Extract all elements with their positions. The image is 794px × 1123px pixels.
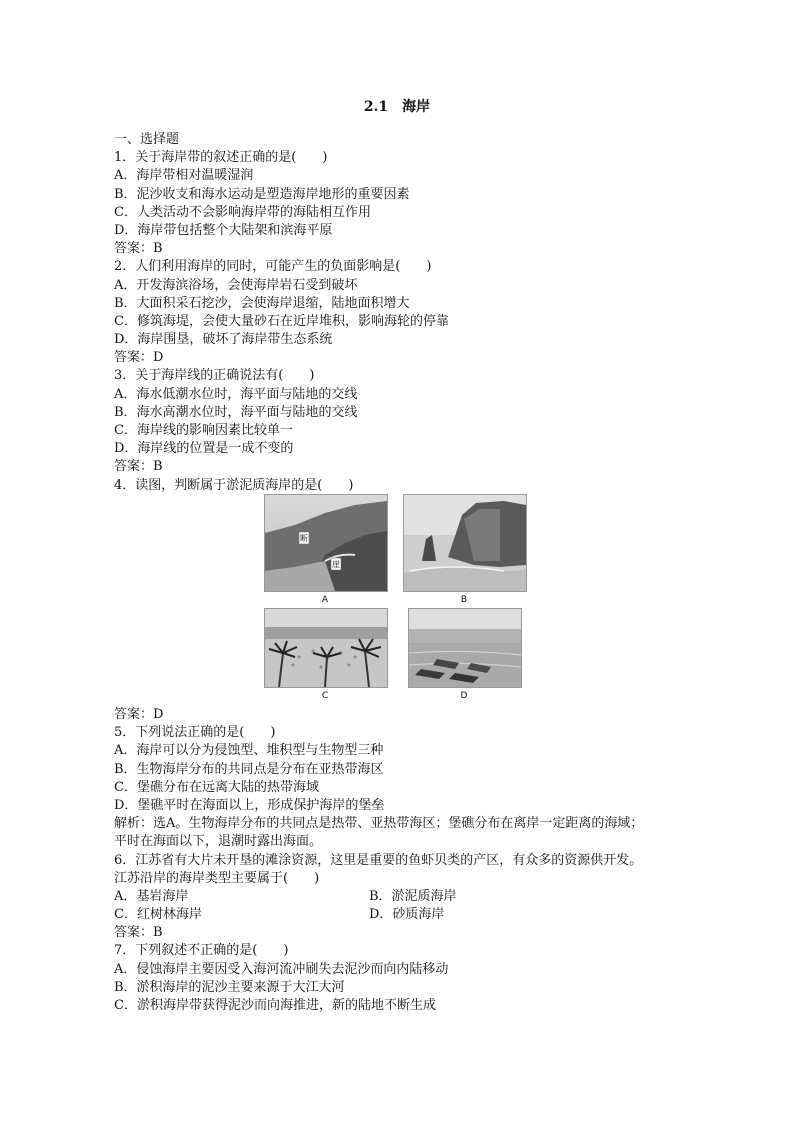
- figure-b-label: B: [460, 595, 468, 605]
- section-heading: 一、选择题: [114, 132, 180, 147]
- q5-explanation-line-1: 解析：选A。生物海岸分布的共同点是热带、亚热带海区；堡礁分布在离岸一定距离的海域；: [114, 816, 644, 832]
- q3-option-c: C．海岸线的影响因素比较单一: [114, 423, 293, 438]
- figure-d-label: D: [460, 691, 468, 701]
- q2-stem: 2．人们利用海岸的同时，可能产生的负面影响是( ): [114, 259, 432, 275]
- page-title: 2.1 海岸: [363, 99, 431, 115]
- q6-options-row-2: [114, 906, 694, 924]
- q2-option-d: D．海岸围垦，破坏了海岸带生态系统: [114, 332, 333, 348]
- figure-d-image: [408, 608, 522, 688]
- q7-stem: 7．下列叙述不正确的是( ): [114, 943, 289, 959]
- figure-c-label: C: [321, 691, 329, 701]
- q6-options-row-1: [114, 888, 694, 906]
- q3-stem: 3．关于海岸线的正确说法有( ): [114, 368, 315, 384]
- figure-b-image: [403, 494, 527, 592]
- q5-option-c: C．堡礁分布在远离大陆的热带海域: [114, 779, 319, 795]
- figure-c: [264, 608, 388, 701]
- q2-answer: 答案：D: [114, 350, 164, 366]
- q1-option-c: C．人类活动不会影响海岸带的海陆相互作用: [114, 204, 371, 220]
- q6-stem-line-2: 江苏沿岸的海岸类型主要属于( ): [114, 870, 320, 886]
- q1-option-a: A．海岸带相对温暖湿润: [114, 168, 254, 184]
- q1-option-b: B．泥沙收支和海水运动是塑造海岸地形的重要因素: [114, 186, 410, 202]
- figure-a: [264, 494, 388, 605]
- q4-answer: 答案：D: [114, 707, 164, 722]
- figure-c-image: [264, 608, 388, 688]
- q7-option-a: A．侵蚀海岸主要因受入海河流冲刷失去泥沙而向内陆移动: [114, 961, 449, 977]
- q1-stem: 1．关于海岸带的叙述正确的是( ): [114, 150, 328, 166]
- q7-option-b: B．淤积海岸的泥沙主要来源于大江大河: [114, 979, 345, 995]
- q5-option-a: A．海岸可以分为侵蚀型、堆积型与生物型三种: [114, 743, 384, 759]
- q2-option-a: A．开发海滨浴场，会使海岸岩石受到破坏: [114, 277, 358, 293]
- q1-option-d: D．海岸带包括整个大陆架和滨海平原: [114, 222, 333, 238]
- figure-a-label: A: [321, 595, 329, 605]
- q5-explanation-line-2: 平时在海面以下，退潮时露出海面。: [114, 834, 323, 850]
- q6-option-a: A．基岩海岸: [114, 888, 189, 904]
- figure-a-mark-2: 崖: [332, 560, 340, 569]
- questions-1-to-4: [114, 131, 694, 495]
- coastal-cliff-photo: [265, 495, 387, 591]
- q5-option-b: B．生物海岸分布的共同点是分布在亚热带海区: [114, 761, 384, 777]
- q6-answer: 答案：B: [114, 925, 163, 941]
- q4-figures: [264, 494, 524, 710]
- q6-option-d: D．砂质海岸: [369, 907, 445, 923]
- q3-option-a: A．海水低潮水位时，海平面与陆地的交线: [114, 386, 358, 402]
- q7-option-c: C．淤积海岸带获得泥沙而向海推进，新的陆地不断生成: [114, 998, 436, 1013]
- q6-option-c: C．红树林海岸: [114, 907, 202, 923]
- figure-a-image: [264, 494, 388, 592]
- q6-stem-line-1: 6．江苏省有大片未开垦的滩涂资源，这里是重要的鱼虾贝类的产区，有众多的资源供开发。: [114, 852, 643, 868]
- q5-stem: 5．下列说法正确的是( ): [114, 725, 276, 741]
- q3-answer: 答案：B: [114, 459, 163, 475]
- q1-answer: 答案：B: [114, 241, 163, 257]
- q3-option-b: B．海水高潮水位时，海平面与陆地的交线: [114, 404, 358, 420]
- q3-option-d: D．海岸线的位置是一成不变的: [114, 441, 294, 457]
- figure-d: [408, 608, 522, 701]
- figure-b: [403, 494, 527, 605]
- q4-stem: 4．读图，判断属于淤泥质海岸的是( ): [114, 477, 354, 493]
- palm-beach-photo: [265, 609, 387, 687]
- figure-a-mark-1: 断: [300, 534, 308, 543]
- sea-stack-photo: [404, 495, 526, 591]
- questions-4-answer-to-7: [114, 706, 694, 1015]
- q5-option-d: D．堡礁平时在海面以上，形成保护海岸的堡垒: [114, 797, 385, 813]
- q6-option-b: B．淤泥质海岸: [369, 888, 457, 904]
- mudflat-boats-photo: [409, 609, 521, 687]
- q2-option-c: C．修筑海堤，会使大量砂石在近岸堆积，影响海轮的停靠: [114, 313, 449, 329]
- q2-option-b: B．大面积采石挖沙，会使海岸退缩，陆地面积增大: [114, 295, 410, 311]
